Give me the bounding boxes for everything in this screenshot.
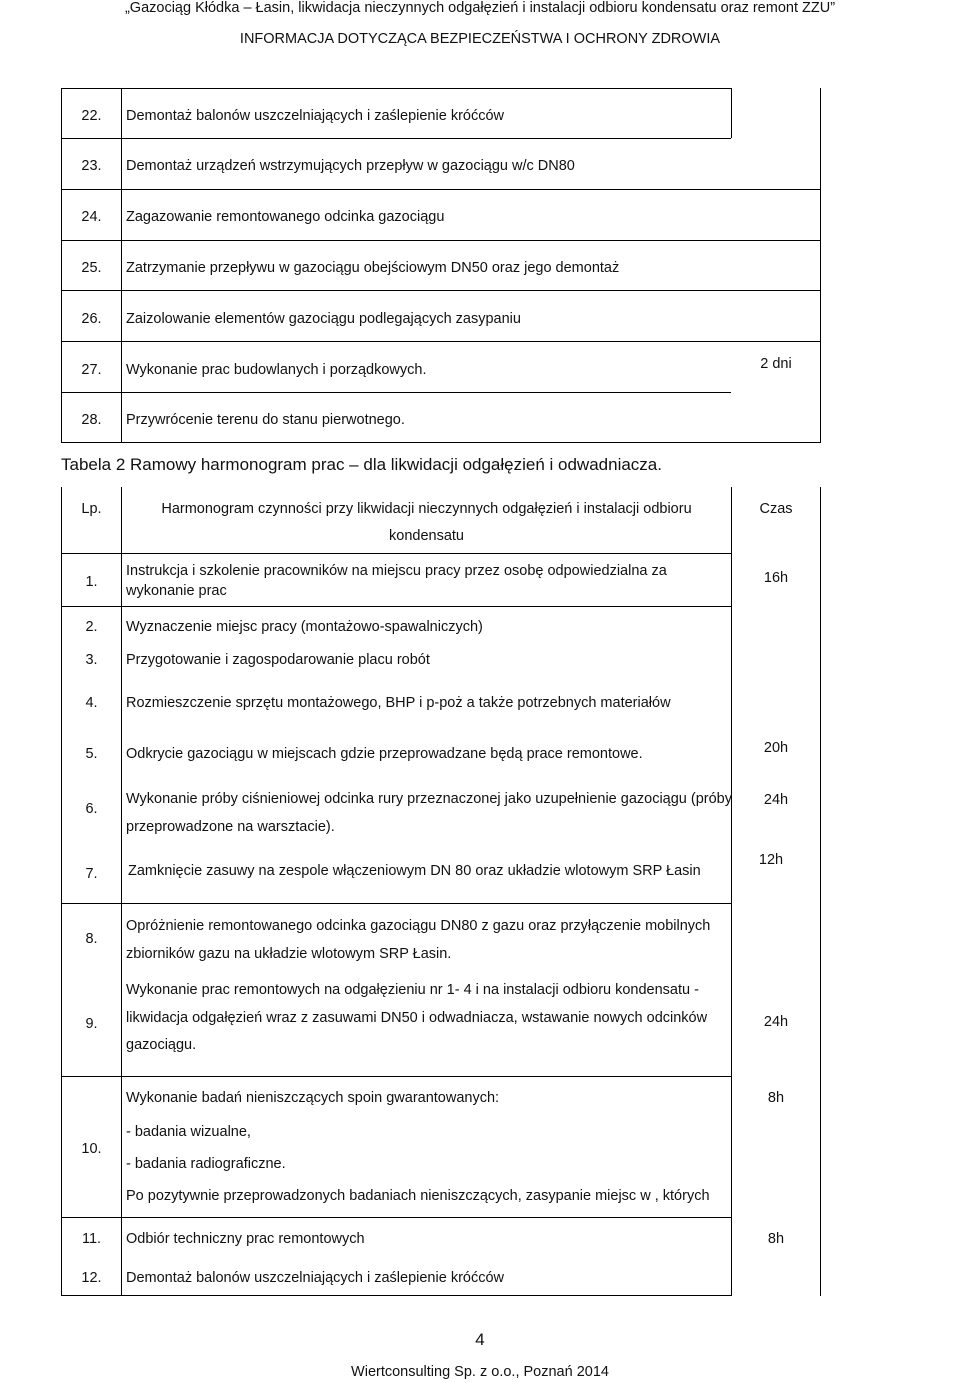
row-number: 10.: [81, 1141, 102, 1157]
row-description: zbiorników gazu na układzie wlotowym SRP Łasin.: [126, 946, 452, 962]
row-description: Przywrócenie terenu do stanu pierwotnego.: [126, 412, 405, 428]
row-description: Wyznaczenie miejsc pracy (montażowo-spawalniczych): [126, 619, 483, 635]
table-border: [61, 1295, 731, 1296]
duration-value: 12h: [758, 852, 784, 868]
duration-value: 20h: [763, 740, 789, 756]
row-description: Odkrycie gazociągu w miejscach gdzie przeprowadzane będą prace remontowe.: [126, 746, 643, 762]
table-border: [61, 290, 821, 291]
table-border: [61, 553, 731, 554]
table-border: [61, 487, 62, 1296]
row-number: 11.: [81, 1231, 102, 1247]
table-border: [61, 606, 731, 607]
row-number: 12.: [81, 1270, 102, 1286]
document-header-title: „Gazociąg Kłódka – Łasin, likwidacja nieczynnych odgałęzień i instalacji odbioru kondensatu oraz remont ZZU”: [124, 0, 836, 16]
table-border: [731, 88, 732, 138]
row-description: Zaizolowanie elementów gazociągu podlegających zasypaniu: [126, 311, 521, 327]
duration-value: 8h: [767, 1090, 785, 1106]
table-border: [61, 392, 731, 393]
row-description: wykonanie prac: [126, 583, 227, 599]
row-description: Wykonanie prac remontowych na odgałęzieniu nr 1- 4 i na instalacji odbioru kondensatu -: [126, 982, 699, 998]
row-number: 4.: [85, 695, 98, 711]
duration-value: 16h: [763, 570, 789, 586]
table-border: [820, 88, 821, 443]
table-border: [61, 1217, 731, 1218]
page-number: 4: [475, 1330, 485, 1349]
column-header-time: Czas: [759, 501, 793, 517]
table-border: [61, 341, 821, 342]
row-description: Przygotowanie i zagospodarowanie placu robót: [126, 652, 430, 668]
table-border: [121, 88, 122, 443]
row-description: Zagazowanie remontowanego odcinka gazociągu: [126, 209, 445, 225]
row-description: Wykonanie badań nieniszczących spoin gwarantowanych:: [126, 1090, 500, 1106]
table-border: [121, 487, 122, 1296]
row-description: Instrukcja i szkolenie pracowników na miejscu pracy przez osobę odpowiedzialna za: [126, 563, 667, 579]
row-number: 28.: [81, 412, 102, 428]
column-header-description-line2: kondensatu: [389, 528, 464, 544]
row-description: - badania radiograficzne.: [126, 1156, 286, 1172]
table-border: [820, 487, 821, 1296]
column-header-lp: Lp.: [81, 501, 102, 517]
row-description: Po pozytywnie przeprowadzonych badaniach nieniszczących, zasypanie miejsc w , których: [126, 1188, 710, 1204]
row-number: 24.: [81, 209, 102, 225]
table-border: [61, 903, 731, 904]
row-description: Demontaż urządzeń wstrzymujących przepływ w gazociągu w/c DN80: [126, 158, 575, 174]
duration-value: 24h: [763, 1014, 789, 1030]
row-number: 5.: [85, 746, 98, 762]
row-description: gazociągu.: [126, 1037, 197, 1053]
row-number: 8.: [85, 931, 98, 947]
row-description: Zamknięcie zasuwy na zespole włączeniowym DN 80 oraz układzie wlotowym SRP Łasin: [128, 863, 701, 879]
duration-value: 24h: [763, 792, 789, 808]
row-number: 22.: [81, 108, 102, 124]
table-border: [61, 138, 731, 139]
row-description: likwidacja odgałęzień wraz z zasuwami DN50 i odwadniacza, wstawanie nowych odcinków: [126, 1010, 708, 1026]
footer-text: Wiertconsulting Sp. z o.o., Poznań 2014: [351, 1364, 609, 1380]
row-description: Odbiór techniczny prac remontowych: [126, 1231, 365, 1247]
row-number: 9.: [85, 1016, 98, 1032]
table-border: [61, 442, 821, 443]
table-border: [61, 88, 731, 89]
row-description: Wykonanie prac budowlanych i porządkowych.: [126, 362, 427, 378]
row-description: Zatrzymanie przepływu w gazociągu obejściowym DN50 oraz jego demontaż: [126, 260, 620, 276]
row-number: 27.: [81, 362, 102, 378]
document-header-subtitle: INFORMACJA DOTYCZĄCA BEZPIECZEŃSTWA I OCHRONY ZDROWIA: [239, 31, 721, 47]
row-description: Demontaż balonów uszczelniających i zaślepienie króćców: [126, 108, 504, 124]
row-description: przeprowadzone na warsztacie).: [126, 819, 335, 835]
row-number: 26.: [81, 311, 102, 327]
row-number: 6.: [85, 801, 98, 817]
row-description: - badania wizualne,: [126, 1124, 251, 1140]
row-description: Opróżnienie remontowanego odcinka gazociągu DN80 z gazu oraz przyłączenie mobilnych: [126, 918, 711, 934]
table-border: [61, 189, 821, 190]
row-number: 25.: [81, 260, 102, 276]
table-border: [61, 240, 821, 241]
duration-value: 2 dni: [760, 356, 792, 372]
row-number: 7.: [85, 866, 98, 882]
duration-value: 8h: [767, 1231, 785, 1247]
row-description: Demontaż balonów uszczelniających i zaślepienie króćców: [126, 1270, 504, 1286]
row-description: Wykonanie próby ciśnieniowej odcinka rury przeznaczonej jako uzupełnienie gazociągu (próby: [126, 791, 732, 807]
row-number: 1.: [85, 574, 98, 590]
table-border: [731, 487, 732, 1296]
row-number: 23.: [81, 158, 102, 174]
table-border: [61, 1076, 731, 1077]
table-caption: Tabela 2 Ramowy harmonogram prac – dla likwidacji odgałęzień i odwadniacza.: [61, 455, 662, 474]
column-header-description: Harmonogram czynności przy likwidacji nieczynnych odgałęzień i instalacji odbioru: [161, 501, 692, 517]
row-number: 3.: [85, 652, 98, 668]
row-description: Rozmieszczenie sprzętu montażowego, BHP i p-poż a także potrzebnych materiałów: [126, 695, 671, 711]
row-number: 2.: [85, 619, 98, 635]
